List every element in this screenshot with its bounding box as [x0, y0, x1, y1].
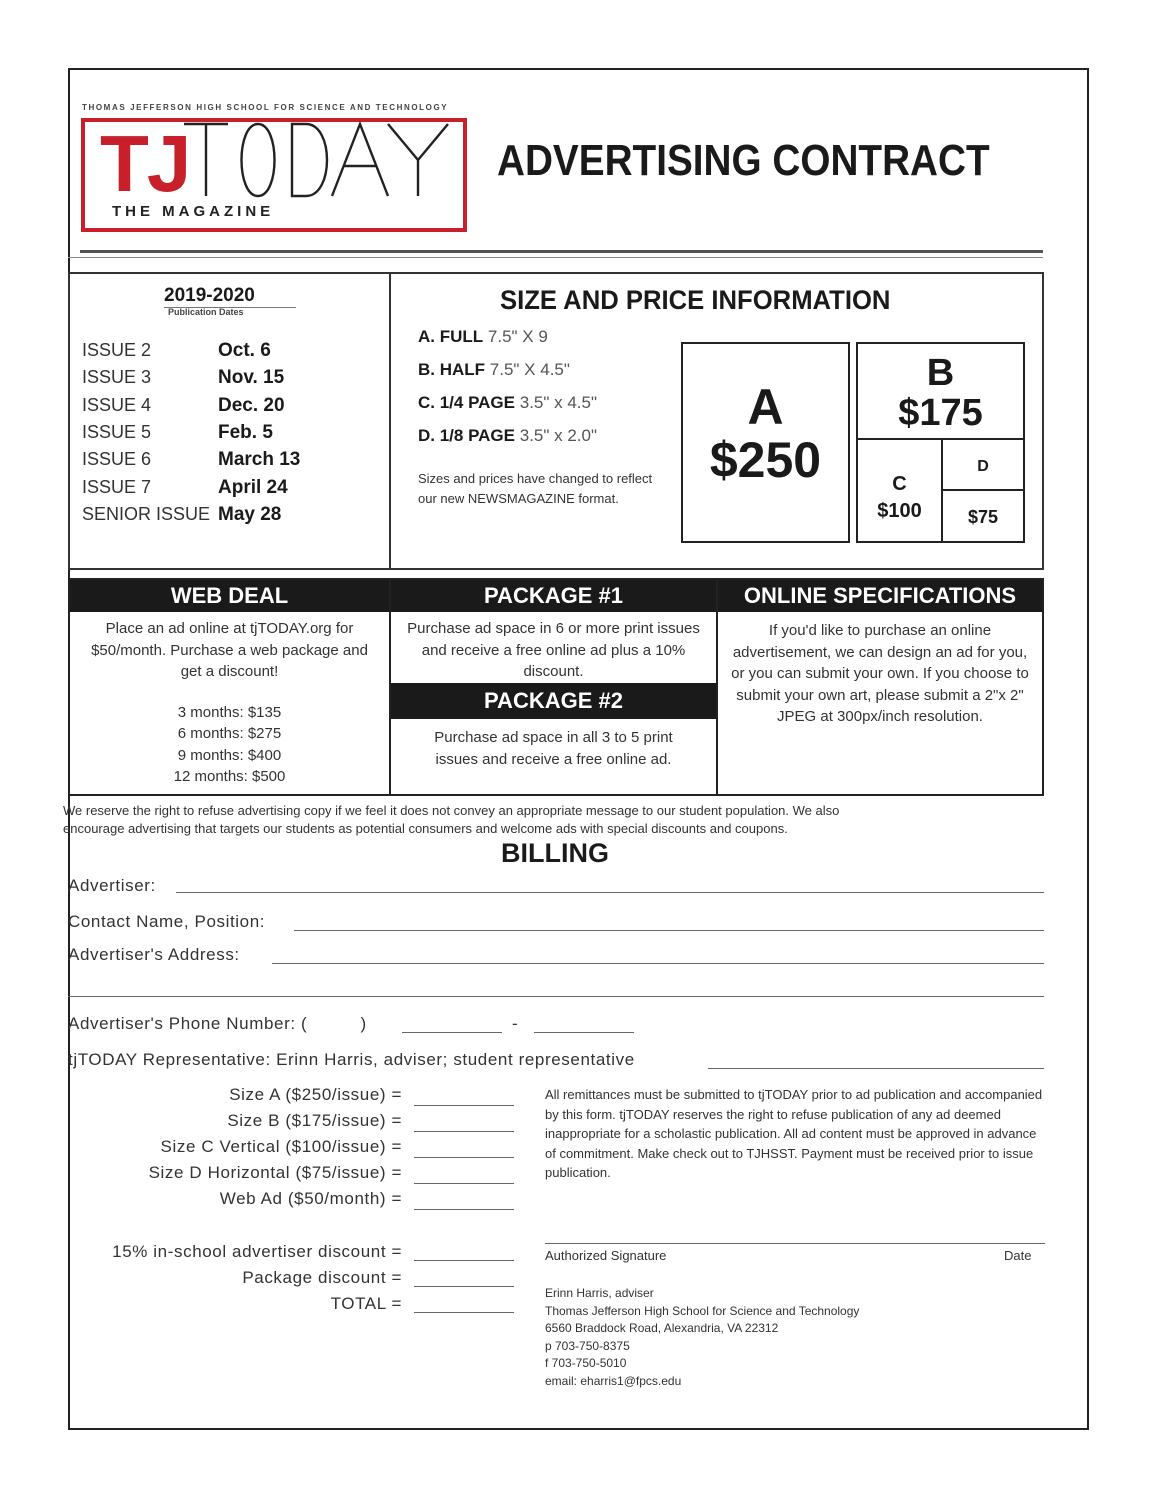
issue-date: April 24: [218, 476, 288, 498]
calc-total-field[interactable]: [414, 1312, 514, 1313]
page-title: ADVERTISING CONTRACT: [497, 136, 990, 185]
rep-field[interactable]: [708, 1068, 1044, 1069]
address-field-2[interactable]: [68, 996, 1044, 997]
calc-package-field[interactable]: [414, 1286, 514, 1287]
calc-size-b-label: Size B ($175/issue) =: [227, 1111, 402, 1130]
contact-name: Erinn Harris, adviser: [545, 1286, 654, 1300]
issue-label: ISSUE 4: [82, 394, 152, 415]
ad-a-letter: A: [747, 379, 784, 435]
size-dimensions: 3.5" x 4.5": [519, 393, 598, 412]
web-deal-title: WEB DEAL: [70, 580, 389, 612]
ad-a-price: $250: [709, 432, 822, 488]
advertiser-field[interactable]: [176, 892, 1044, 893]
issue-date: Feb. 5: [218, 421, 273, 443]
ad-size-c: [856, 438, 943, 543]
contact-block: [545, 1285, 859, 1390]
contact-label: Contact Name, Position:: [68, 912, 266, 931]
issue-row: [82, 422, 382, 448]
size-price-title: SIZE AND PRICE INFORMATION: [500, 285, 891, 315]
calc-size-a-field[interactable]: [414, 1105, 514, 1106]
size-name: B. HALF: [418, 360, 486, 379]
issue-row: [82, 340, 382, 366]
publication-dates-label: Publication Dates: [168, 307, 244, 317]
size-name: C. 1/4 PAGE: [418, 393, 515, 412]
size-row: [418, 393, 597, 413]
contact-phone: p 703-750-8375: [545, 1338, 630, 1353]
date-label: Date: [1004, 1248, 1032, 1263]
web-deal-box: [68, 578, 391, 796]
issue-label: ISSUE 5: [82, 421, 152, 442]
header-rule-thin: [68, 257, 1043, 258]
ad-c-price: $100: [877, 500, 922, 522]
web-deal-prices: [70, 702, 389, 788]
online-spec-box: [716, 578, 1044, 796]
rep-label: tjTODAY Representative: Erinn Harris, adviser; student representative: [68, 1050, 635, 1069]
issue-row: [82, 367, 382, 393]
phone-field-line[interactable]: [534, 1032, 634, 1033]
size-dimensions: 3.5" x 2.0": [519, 426, 598, 445]
disclaimer: [63, 802, 1068, 838]
header-rule: [80, 250, 1043, 253]
ad-size-d-bottom: [941, 489, 1025, 543]
calc-size-c-field[interactable]: [414, 1157, 514, 1158]
online-spec-title: ONLINE SPECIFICATIONS: [718, 580, 1042, 612]
address-field-1[interactable]: [272, 963, 1044, 964]
issue-date: March 13: [218, 449, 301, 471]
issue-label: ISSUE 2: [82, 340, 152, 360]
address-label: Advertiser's Address:: [68, 945, 240, 964]
contact-school: Thomas Jefferson High School for Science and Technology: [545, 1303, 860, 1318]
calc-size-d-label: Size D Horizontal ($75/issue) =: [148, 1163, 402, 1182]
logo-tj: TJ: [100, 119, 190, 208]
online-spec-text: If you'd like to purchase an online advertisement, we can design an ad for you, or you can submit your own. If you choose to submit your own art, please submit a 2"x 2" JPEG at 300px/inch resolution.: [731, 622, 1029, 725]
calc-web-label: Web Ad ($50/month) =: [219, 1189, 402, 1208]
issue-row: [82, 449, 382, 475]
issue-label: ISSUE 3: [82, 367, 152, 388]
calc-discount-label: 15% in-school advertiser discount =: [112, 1242, 402, 1261]
ad-size-a: [681, 342, 850, 543]
size-row: [418, 327, 548, 347]
issue-label: ISSUE 7: [82, 476, 152, 497]
issue-label: ISSUE 6: [82, 449, 152, 470]
package-box: [389, 578, 718, 796]
issue-date: Oct. 6: [218, 340, 271, 361]
disclaimer-line-2: encourage advertising that targets our students as potential consumers and welcome ads with special discounts and coupons.: [63, 821, 788, 836]
billing-title: BILLING: [501, 838, 609, 868]
signature-field[interactable]: [545, 1243, 1045, 1244]
advertiser-label: Advertiser:: [68, 876, 156, 895]
size-row: [418, 426, 597, 446]
calc-size-a-label: Size A ($250/issue) =: [229, 1085, 402, 1104]
phone-field-prefix[interactable]: [402, 1032, 502, 1033]
calc-web-field[interactable]: [414, 1209, 514, 1210]
calc-total-label: TOTAL =: [330, 1294, 402, 1313]
issue-row: [82, 395, 382, 421]
contact-field[interactable]: [294, 930, 1044, 931]
publication-year: 2019-2020: [164, 285, 255, 306]
ad-d-price: $75: [967, 507, 999, 527]
size-note: Sizes and prices have changed to reflect our new NEWSMAGAZINE format.: [418, 471, 653, 506]
web-deal-text: Place an ad online at tjTODAY.org for $50/month. Purchase a web package and get a discount!: [91, 620, 368, 680]
calc-size-c-label: Size C Vertical ($100/issue) =: [160, 1137, 402, 1156]
web-price-6: 6 months: $275: [177, 725, 282, 742]
web-price-3: 3 months: $135: [177, 703, 282, 721]
size-name: D. 1/8 PAGE: [418, 426, 515, 445]
size-row: [418, 360, 570, 380]
package1-title: PACKAGE #1: [391, 580, 716, 612]
logo-today-wordmark: [182, 120, 452, 200]
issue-label: SENIOR ISSUE: [82, 503, 211, 524]
calc-size-d-field[interactable]: [414, 1183, 514, 1184]
web-price-12: 12 months: $500: [173, 768, 286, 785]
signature-label: Authorized Signature: [545, 1248, 667, 1263]
school-name: THOMAS JEFFERSON HIGH SCHOOL FOR SCIENCE AND TECHNOLOGY: [82, 103, 449, 112]
issue-row: [82, 504, 382, 530]
issue-date: Dec. 20: [218, 394, 285, 416]
package1-text: Purchase ad space in 6 or more print issues and receive a free online ad plus a 10% discount.: [407, 620, 700, 680]
issue-date: Nov. 15: [218, 367, 285, 389]
ad-c-letter: C: [892, 473, 907, 495]
ad-b-price: $175: [898, 392, 983, 434]
contact-email: email: eharris1@fpcs.edu: [545, 1373, 682, 1388]
contact-address: 6560 Braddock Road, Alexandria, VA 22312: [545, 1321, 779, 1335]
disclaimer-line-1: We reserve the right to refuse advertising copy if we feel it does not convey an appropriate message to our student population. We also: [63, 803, 840, 818]
logo-subtitle: THE MAGAZINE: [112, 203, 275, 220]
web-price-9: 9 months: $400: [177, 746, 282, 764]
size-dimensions: 7.5" X 4.5": [489, 360, 570, 379]
package2-text: Purchase ad space in all 3 to 5 print issues and receive a free online ad.: [434, 729, 673, 768]
phone-label: Advertiser's Phone Number: ( ): [68, 1014, 367, 1033]
size-name: A. FULL: [418, 327, 484, 346]
calc-size-b-field[interactable]: [414, 1131, 514, 1132]
issue-row: [82, 477, 382, 503]
ad-size-d-top: [941, 438, 1025, 491]
calc-discount-field[interactable]: [414, 1260, 514, 1261]
package2-title: PACKAGE #2: [391, 683, 716, 719]
ad-size-b: [856, 342, 1025, 440]
phone-dash: -: [512, 1014, 519, 1033]
size-dimensions: 7.5" X 9: [487, 327, 548, 346]
remittance-text: All remittances must be submitted to tjTODAY prior to ad publication and accompanied by this form. tjTODAY reserves the right to refuse publication of any ad deemed inappropriate for a scholastic publication. All ad content must be approved in advance of commitment. Make check out to TJHSST. Payment must be received prior to issue publication.: [545, 1087, 1043, 1180]
ad-d-letter: D: [977, 458, 989, 475]
issue-date: May 28: [218, 503, 282, 525]
calc-package-label: Package discount =: [242, 1268, 402, 1287]
ad-b-letter: B: [926, 352, 955, 394]
contact-fax: f 703-750-5010: [545, 1356, 627, 1370]
